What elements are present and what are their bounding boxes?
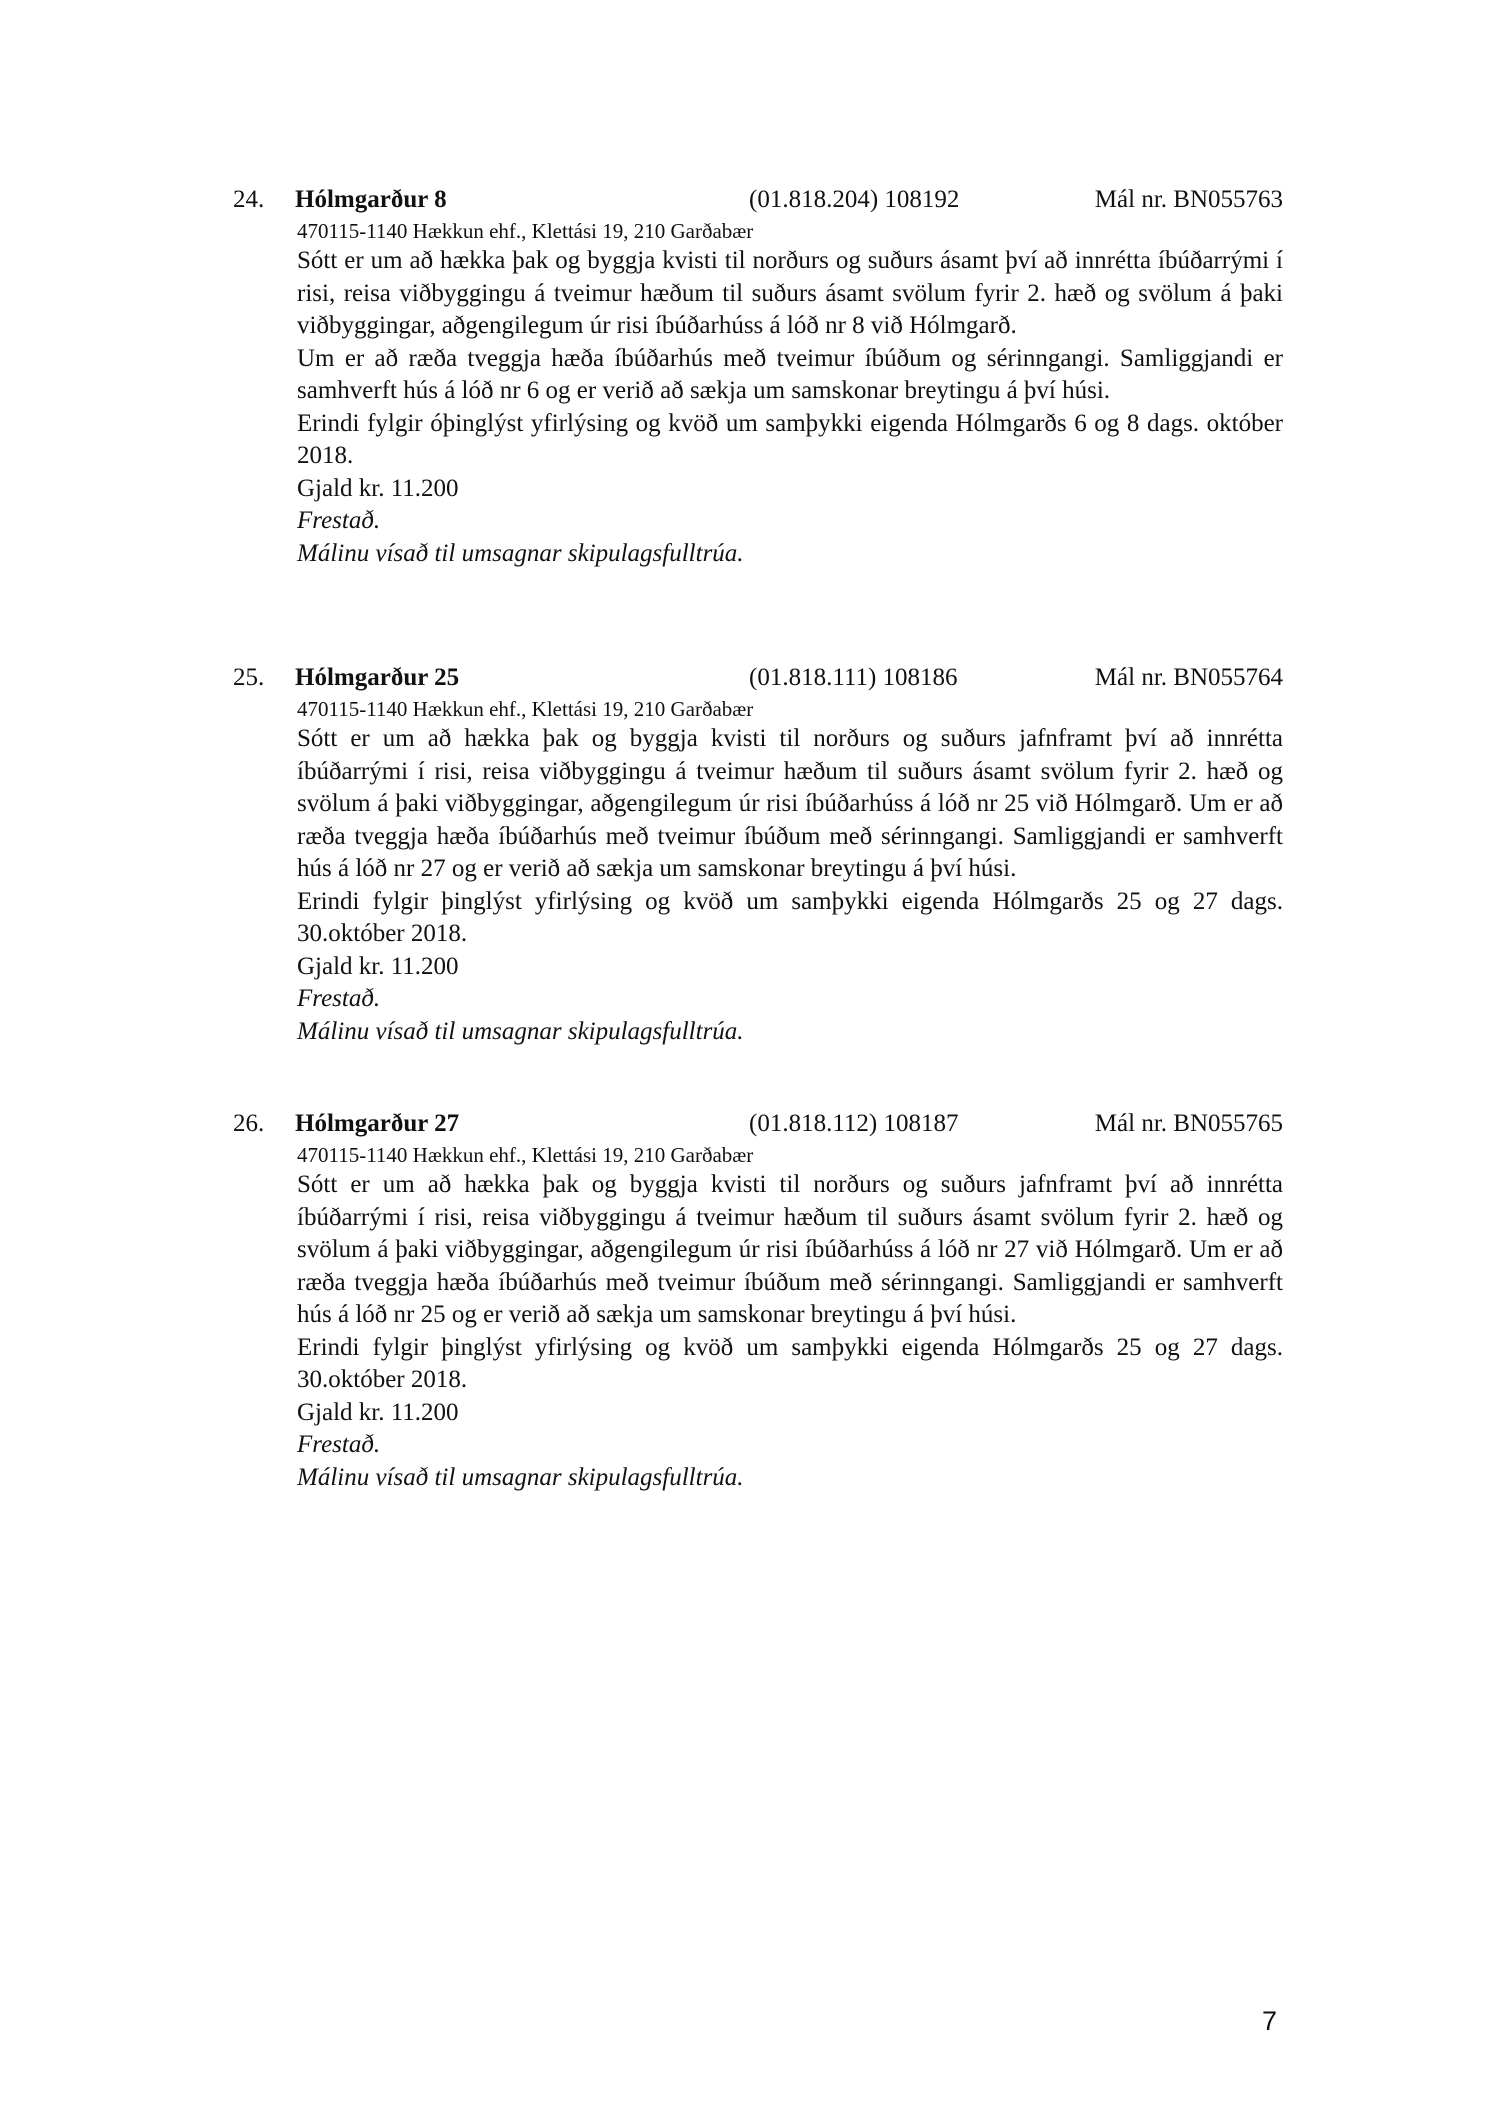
fee: Gjald kr. 11.200 xyxy=(297,952,459,980)
case-description xyxy=(297,245,1283,473)
decision: Frestað. xyxy=(297,985,381,1012)
case-reference: (01.818.111) 108186 xyxy=(749,664,958,691)
decision: Frestað. xyxy=(297,1431,381,1458)
applicant: 470115-1140 Hækkun ehf., Klettási 19, 210 Garðabær xyxy=(297,219,754,243)
case-number: 26. xyxy=(233,1110,265,1137)
description-paragraph: Erindi fylgir þinglýst yfirlýsing og kvöð um samþykki eigenda Hólmgarðs 25 og 27 dags. 30.október 2018. xyxy=(297,887,1283,947)
case-reference: (01.818.112) 108187 xyxy=(749,1110,959,1137)
case-header xyxy=(233,1107,1283,1141)
decision: Frestað. xyxy=(297,507,381,534)
case-number: 25. xyxy=(233,664,265,691)
description-paragraph: Um er að ræða tveggja hæða íbúðarhús með tveimur íbúðum og sérinngangi. Samliggjandi er samhverft hús á lóð nr 6 og er verið að sækja um samskonar breytingu á því húsi. xyxy=(297,344,1283,404)
case-reference: (01.818.204) 108192 xyxy=(749,186,960,213)
case-id: Mál nr. BN055765 xyxy=(1094,1110,1283,1137)
applicant: 470115-1140 Hækkun ehf., Klettási 19, 210 Garðabær xyxy=(297,697,754,721)
case-title: Hólmgarður 27 xyxy=(295,1110,460,1137)
description-paragraph: Sótt er um að hækka þak og byggja kvisti til norðurs og suðurs jafnframt því að innrétta íbúðarrými í risi, reisa viðbyggingu á tveimur hæðum til suðurs ásamt svölum fyrir 2. hæð og svölum á þaki viðbyggingar, aðgengilegum úr risi íbúðarhúss á lóð nr 25 við Hólmgarð. Um er að ræða tveggja hæða íbúðarhús með tveimur íbúðum með sérinngangi. Samliggjandi er samhverft hús á lóð nr 27 og er verið að sækja um samskonar breytingu á því húsi. xyxy=(297,725,1283,882)
fee: Gjald kr. 11.200 xyxy=(297,474,459,502)
description-paragraph: Sótt er um að hækka þak og byggja kvisti til norðurs og suðurs jafnframt því að innrétta íbúðarrými í risi, reisa viðbyggingu á tveimur hæðum til suðurs ásamt svölum fyrir 2. hæð og svölum á þaki viðbyggingar, aðgengilegum úr risi íbúðarhúss á lóð nr 27 við Hólmgarð. Um er að ræða tveggja hæða íbúðarhús með tveimur íbúðum með sérinngangi. Samliggjandi er samhverft hús á lóð nr 25 og er verið að sækja um samskonar breytingu á því húsi. xyxy=(297,1171,1283,1328)
referral-note: Málinu vísað til umsagnar skipulagsfulltrúa. xyxy=(297,539,744,567)
case-body xyxy=(297,217,1283,570)
case-item xyxy=(233,661,1283,1048)
case-id: Mál nr. BN055764 xyxy=(1094,664,1283,691)
page-number: 7 xyxy=(1262,2006,1278,2036)
case-body xyxy=(297,1141,1283,1494)
applicant: 470115-1140 Hækkun ehf., Klettási 19, 210 Garðabær xyxy=(297,1143,754,1167)
case-header xyxy=(233,183,1283,217)
case-item xyxy=(233,1107,1283,1494)
description-paragraph: Erindi fylgir þinglýst yfirlýsing og kvöð um samþykki eigenda Hólmgarðs 25 og 27 dags. 30.október 2018. xyxy=(297,1333,1283,1393)
case-description xyxy=(297,723,1283,951)
fee: Gjald kr. 11.200 xyxy=(297,1398,459,1426)
case-body xyxy=(297,695,1283,1048)
case-id: Mál nr. BN055763 xyxy=(1094,186,1283,213)
case-number: 24. xyxy=(233,186,265,213)
referral-note: Málinu vísað til umsagnar skipulagsfulltrúa. xyxy=(297,1017,744,1045)
case-description xyxy=(297,1169,1283,1397)
description-paragraph: Sótt er um að hækka þak og byggja kvisti til norðurs og suðurs ásamt því að innrétta íbúðarrými í risi, reisa viðbyggingu á tveimur hæðum til suðurs ásamt svölum fyrir 2. hæð og svölum á þaki viðbyggingar, aðgengilegum úr risi íbúðarhúss á lóð nr 8 við Hólmgarð. xyxy=(297,247,1283,339)
case-item xyxy=(233,183,1283,570)
case-header xyxy=(233,661,1283,695)
referral-note: Málinu vísað til umsagnar skipulagsfulltrúa. xyxy=(297,1463,744,1491)
case-title: Hólmgarður 8 xyxy=(295,186,447,213)
case-title: Hólmgarður 25 xyxy=(295,664,460,691)
description-paragraph: Erindi fylgir óþinglýst yfirlýsing og kvöð um samþykki eigenda Hólmgarðs 6 og 8 dags. október 2018. xyxy=(297,409,1283,469)
